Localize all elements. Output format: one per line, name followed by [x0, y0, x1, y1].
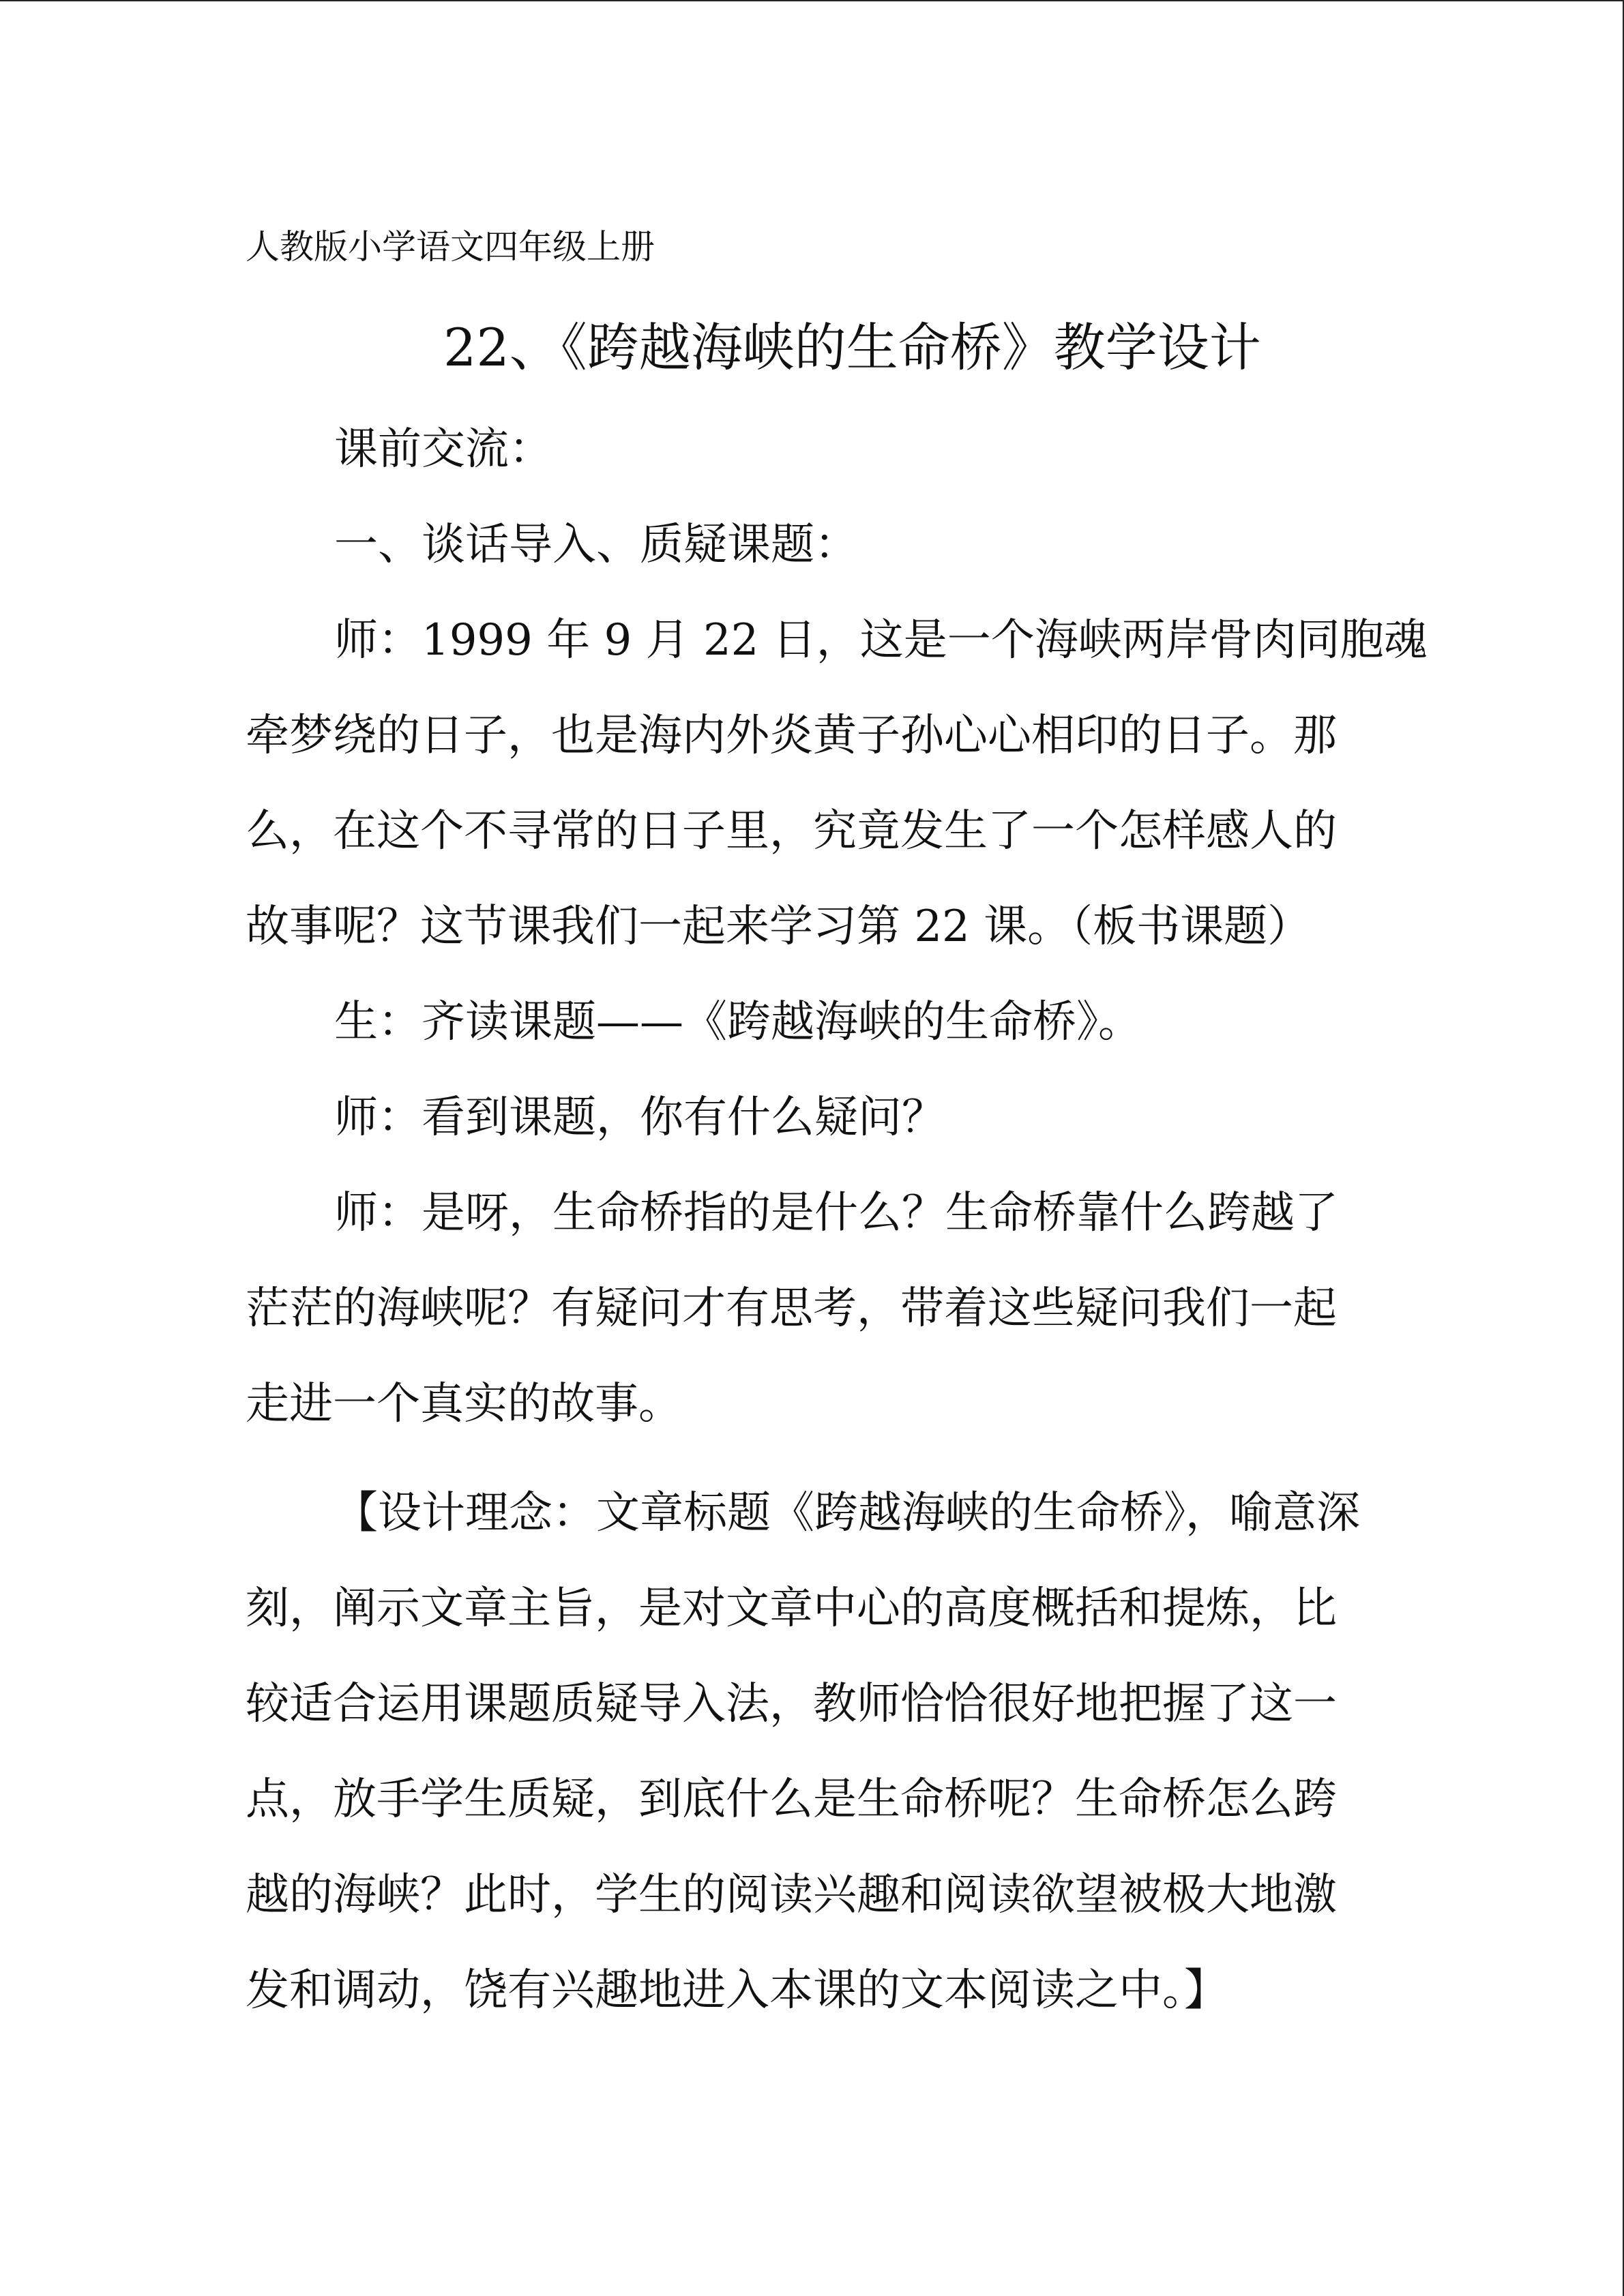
- paragraph-line: 师：看到课题，你有什么疑问？: [334, 1092, 945, 1143]
- design-note-line: 较适合运用课题质疑导入法，教师恰恰很好地把握了这一: [246, 1679, 1337, 1729]
- paragraph-line: 牵梦绕的日子，也是海内外炎黄子孙心心相印的日子。那: [246, 711, 1337, 761]
- design-note-line: 越的海峡？此时，学生的阅读兴趣和阅读欲望被极大地激: [246, 1870, 1337, 1920]
- paragraph-line: 茫茫的海峡呢？有疑问才有思考，带着这些疑问我们一起: [246, 1283, 1337, 1334]
- document-header: 人教版小学语文四年级上册: [246, 227, 655, 267]
- section-pre-class: 课前交流：: [334, 424, 552, 475]
- paragraph-line: 生：齐读课题——《跨越海峡的生命桥》。: [334, 997, 1142, 1047]
- document-title: 22、《跨越海峡的生命桥》教学设计: [443, 317, 1261, 378]
- paragraph-line: 故事呢？这节课我们一起来学习第 22 课。（板书课题）: [246, 901, 1312, 952]
- design-note-line: 点，放手学生质疑，到底什么是生命桥呢？生命桥怎么跨: [246, 1774, 1337, 1825]
- paragraph-line: 走进一个真实的故事。: [246, 1379, 682, 1429]
- paragraph-line: 师：是呀，生命桥指的是什么？生命桥靠什么跨越了: [334, 1188, 1338, 1238]
- design-note-line: 刻，阐示文章主旨，是对文章中心的高度概括和提炼，比: [246, 1583, 1337, 1634]
- paragraph-line: 么，在这个不寻常的日子里，究竟发生了一个怎样感人的: [246, 806, 1337, 856]
- paragraph-line: 师：1999 年 9 月 22 日，这是一个海峡两岸骨肉同胞魂: [334, 615, 1428, 666]
- section-heading-1: 一、谈话导入、质疑课题：: [334, 520, 858, 570]
- design-note-line: 【设计理念：文章标题《跨越海峡的生命桥》，喻意深: [334, 1488, 1360, 1538]
- design-note-line: 发和调动，饶有兴趣地进入本课的文本阅读之中。】: [246, 1965, 1228, 2016]
